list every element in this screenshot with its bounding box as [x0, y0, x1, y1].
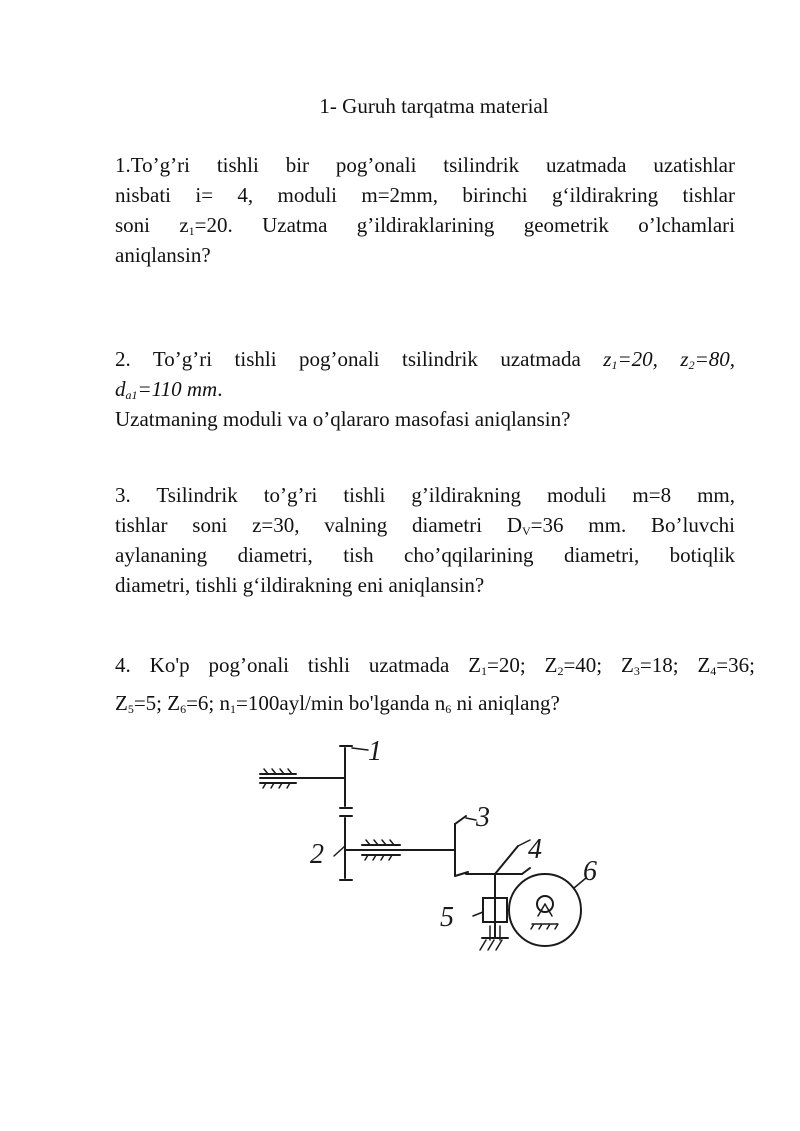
- problem-3: [115, 480, 735, 600]
- label-4: 4: [528, 834, 542, 865]
- problem-3-line-1: 3. Tsilindrik to’g’ri tishli g’ildirakning moduli m=8 mm,: [115, 483, 735, 507]
- problem-2-line-1: 2. To’g’ri tishli pog’onali tsilindrik uzatmada $z_1=20$, $z_2=80$,: [115, 347, 735, 372]
- problem-4-line-2: $Z_5=5$; $Z_6=6$; $n_1=100ayl/\min$ bo'lganda $n_6$ ni aniqlang?: [115, 691, 560, 716]
- label-3: 3: [476, 802, 490, 833]
- problem-3-line-2: tishlar soni z=30, valning diametri $D_V=36$ mm. Bo’luvchi: [115, 513, 735, 538]
- page-title: 1- Guruh tarqatma material: [319, 94, 549, 118]
- problem-1-line-2: nisbati i= 4, moduli m=2mm, birinchi g‘ildirakring tishlar: [115, 183, 735, 207]
- worm-wheel-6: [509, 874, 581, 946]
- problem-1-line-4: aniqlansin?: [115, 243, 211, 267]
- problem-4: [115, 646, 755, 722]
- problem-2-line-2: $d_{a1}=110$ mm.: [115, 377, 223, 402]
- problem-4-line-1: 4. Ko'p pog’onali tishli uzatmada $Z_1=20$; $Z_2=40$; $Z_3=18$; $Z_4=36$;: [115, 653, 755, 678]
- problem-1-line-1: 1.To’g’ri tishli bir pog’onali tsilindrik uzatmada uzatishlar: [115, 153, 735, 177]
- problem-3-line-4: diametri, tishli g‘ildirakning eni aniqlansin?: [115, 573, 485, 597]
- label-1: 1: [368, 736, 382, 767]
- problem-3-line-3: aylananing diametri, tish cho’qqilarining diametri, botiqlik: [115, 543, 735, 567]
- problem-1-line-3: soni $z_1=20$. Uzatma g’ildiraklarining geometrik o’lchamlari: [115, 213, 735, 238]
- gear-train-diagram: [240, 728, 620, 978]
- problem-1: [115, 150, 735, 270]
- label-6: 6: [583, 856, 597, 887]
- problem-2: [115, 344, 735, 434]
- bevel-gear-3: [455, 816, 468, 876]
- bevel-gear-4: [466, 846, 530, 874]
- problem-2-line-3: Uzatmaning moduli va o’qlararo masofasi aniqlansin?: [115, 407, 571, 431]
- label-2: 2: [310, 839, 324, 870]
- label-5: 5: [440, 902, 454, 933]
